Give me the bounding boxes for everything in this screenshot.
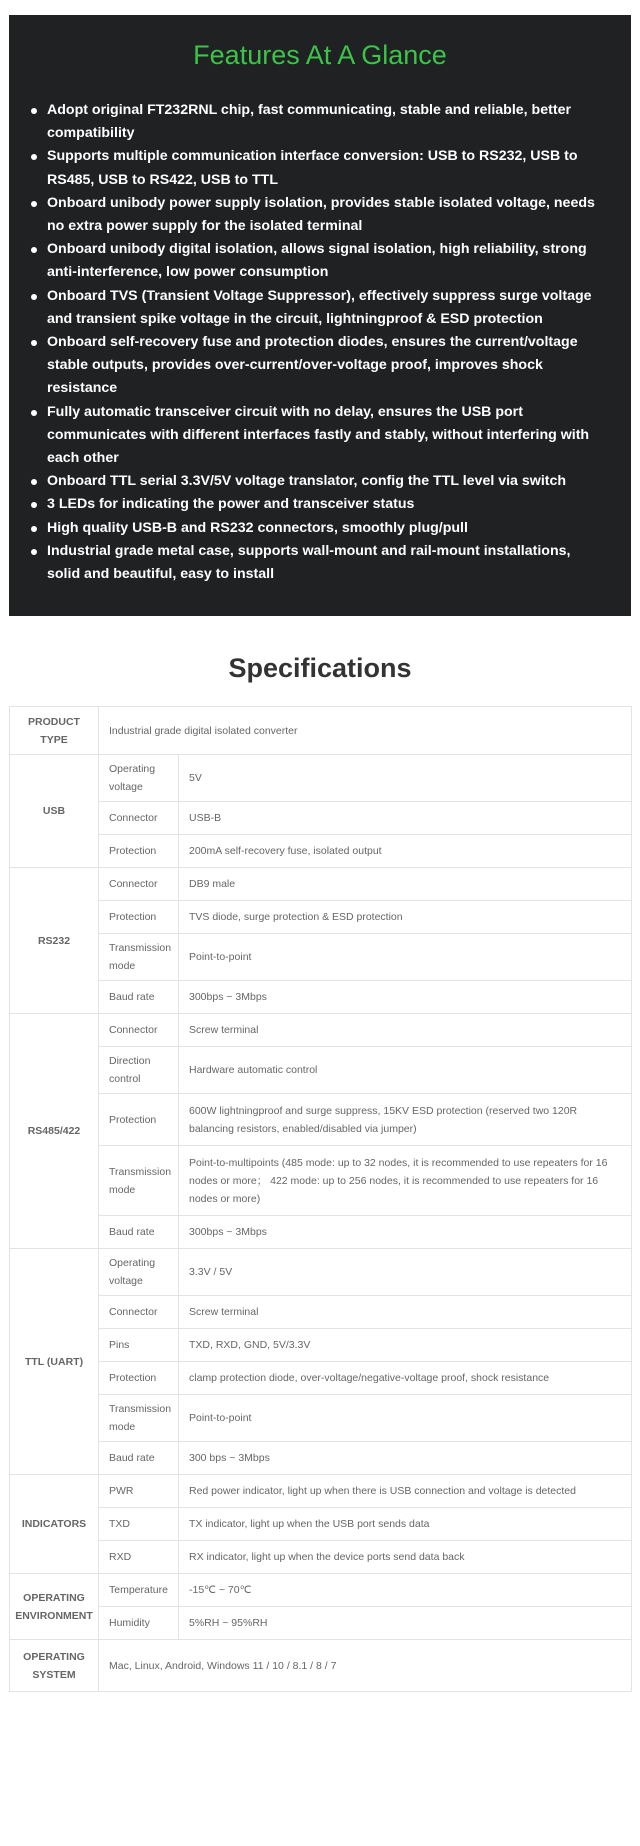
table-row — [10, 1249, 632, 1296]
feature-item: Onboard unibody digital isolation, allows signal isolation, high reliability, strong anti-interference, low power consumption — [29, 238, 601, 284]
feature-item: Onboard TTL serial 3.3V/5V voltage translator, config the TTL level via switch — [29, 470, 601, 493]
spec-value: 5V — [179, 755, 632, 802]
table-row — [10, 835, 632, 868]
spec-name: Protection — [99, 835, 179, 868]
feature-item: Fully automatic transceiver circuit with no delay, ensures the USB port communicates with different interfaces fastly and stably, without interfering with each other — [29, 401, 601, 471]
features-panel — [9, 15, 631, 616]
feature-item: Onboard unibody power supply isolation, provides stable isolated voltage, needs no extra power supply for the isolated terminal — [29, 192, 601, 238]
spec-value: TX indicator, light up when the USB port sends data — [179, 1508, 632, 1541]
spec-value: 300bps ~ 3Mbps — [179, 1216, 632, 1249]
table-row — [10, 1607, 632, 1640]
spec-name: Protection — [99, 1094, 179, 1146]
table-row — [10, 1442, 632, 1475]
table-row — [10, 1146, 632, 1216]
spec-name: PWR — [99, 1475, 179, 1508]
spec-value: DB9 male — [179, 868, 632, 901]
spec-value: Point-to-point — [179, 934, 632, 981]
spec-name: Connector — [99, 1014, 179, 1047]
table-row — [10, 934, 632, 981]
table-row — [10, 802, 632, 835]
spec-category: OPERATING SYSTEM — [10, 1640, 99, 1692]
spec-value: Mac, Linux, Android, Windows 11 / 10 / 8.1 / 8 / 7 — [99, 1640, 632, 1692]
features-title: Features At A Glance — [193, 40, 447, 70]
spec-name: Protection — [99, 1362, 179, 1395]
spec-name: TXD — [99, 1508, 179, 1541]
feature-item: Onboard TVS (Transient Voltage Suppressor), effectively suppress surge voltage and transient spike voltage in the circuit, lightningproof & ESD protection — [29, 285, 601, 331]
spec-value: clamp protection diode, over-voltage/negative-voltage proof, shock resistance — [179, 1362, 632, 1395]
table-row — [10, 1574, 632, 1607]
spec-value: -15℃ ~ 70℃ — [179, 1574, 632, 1607]
spec-value: TVS diode, surge protection & ESD protection — [179, 901, 632, 934]
spec-name: Transmission mode — [99, 1146, 179, 1216]
spec-value: RX indicator, light up when the device ports send data back — [179, 1541, 632, 1574]
spec-value: Industrial grade digital isolated converter — [99, 707, 632, 755]
spec-category: OPERATING ENVIRONMENT — [10, 1574, 99, 1640]
spec-category: RS485/422 — [10, 1014, 99, 1249]
spec-value: Hardware automatic control — [179, 1047, 632, 1094]
spec-value: Red power indicator, light up when there is USB connection and voltage is detected — [179, 1475, 632, 1508]
spec-category: USB — [10, 755, 99, 868]
table-row — [10, 1094, 632, 1146]
feature-item: 3 LEDs for indicating the power and transceiver status — [29, 493, 601, 516]
table-row — [10, 1395, 632, 1442]
specifications-table — [9, 706, 632, 1692]
spec-value: Point-to-multipoints (485 mode: up to 32 nodes, it is recommended to use repeaters for 16 nodes or more； 422 mode: up to 256 nodes, it is recommended to use repeaters for 16 nodes or more) — [179, 1146, 632, 1216]
spec-value: 200mA self-recovery fuse, isolated output — [179, 835, 632, 868]
table-row — [10, 1296, 632, 1329]
table-row — [10, 981, 632, 1014]
feature-item: Supports multiple communication interface conversion: USB to RS232, USB to RS485, USB to RS422, USB to TTL — [29, 145, 601, 191]
spec-name: Connector — [99, 868, 179, 901]
spec-name: Operating voltage — [99, 755, 179, 802]
spec-name: Transmission mode — [99, 934, 179, 981]
spec-name: Baud rate — [99, 1216, 179, 1249]
table-row — [10, 1329, 632, 1362]
spec-value: 300 bps ~ 3Mbps — [179, 1442, 632, 1475]
spec-category: RS232 — [10, 868, 99, 1014]
spec-name: Operating voltage — [99, 1249, 179, 1296]
spec-name: Connector — [99, 802, 179, 835]
table-row — [10, 901, 632, 934]
spec-value: 5%RH ~ 95%RH — [179, 1607, 632, 1640]
table-row — [10, 707, 632, 755]
spec-value: 3.3V / 5V — [179, 1249, 632, 1296]
spec-value: 300bps ~ 3Mbps — [179, 981, 632, 1014]
table-row — [10, 868, 632, 901]
spec-name: Baud rate — [99, 981, 179, 1014]
table-row — [10, 755, 632, 802]
features-list — [29, 99, 601, 586]
spec-category: INDICATORS — [10, 1475, 99, 1574]
spec-name: Pins — [99, 1329, 179, 1362]
table-row — [10, 1047, 632, 1094]
spec-name: Temperature — [99, 1574, 179, 1607]
table-row — [10, 1014, 632, 1047]
spec-name: Transmission mode — [99, 1395, 179, 1442]
spec-value: 600W lightningproof and surge suppress, 15KV ESD protection (reserved two 120R balancing resistors, enabled/disabled via jumper) — [179, 1094, 632, 1146]
spec-value: USB-B — [179, 802, 632, 835]
table-row — [10, 1640, 632, 1692]
spec-name: Connector — [99, 1296, 179, 1329]
table-row — [10, 1216, 632, 1249]
table-row — [10, 1541, 632, 1574]
spec-value: Point-to-point — [179, 1395, 632, 1442]
specifications-title: Specifications — [228, 653, 412, 683]
spec-value: Screw terminal — [179, 1014, 632, 1047]
spec-name: Direction control — [99, 1047, 179, 1094]
spec-value: Screw terminal — [179, 1296, 632, 1329]
feature-item: Industrial grade metal case, supports wall-mount and rail-mount installations, solid and beautiful, easy to install — [29, 540, 601, 586]
spec-name: Humidity — [99, 1607, 179, 1640]
spec-category: TTL (UART) — [10, 1249, 99, 1475]
spec-category: PRODUCT TYPE — [10, 707, 99, 755]
spec-value: TXD, RXD, GND, 5V/3.3V — [179, 1329, 632, 1362]
table-row — [10, 1475, 632, 1508]
feature-item: Onboard self-recovery fuse and protection diodes, ensures the current/voltage stable outputs, provides over-current/over-voltage proof, improves shock resistance — [29, 331, 601, 401]
table-row — [10, 1508, 632, 1541]
feature-item: High quality USB-B and RS232 connectors, smoothly plug/pull — [29, 517, 601, 540]
spec-name: Protection — [99, 901, 179, 934]
feature-item: Adopt original FT232RNL chip, fast communicating, stable and reliable, better compatibility — [29, 99, 601, 145]
table-row — [10, 1362, 632, 1395]
spec-name: RXD — [99, 1541, 179, 1574]
spec-name: Baud rate — [99, 1442, 179, 1475]
